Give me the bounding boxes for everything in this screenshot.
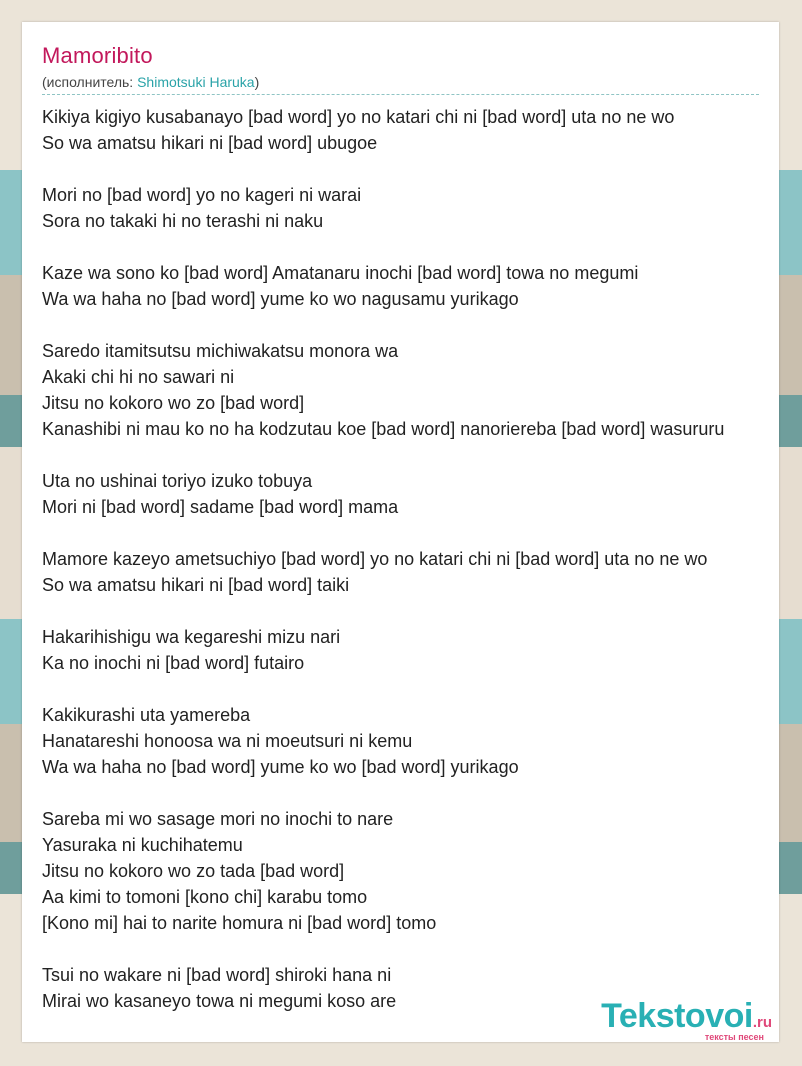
logo-domain: .ru [752,1014,772,1031]
lyrics-line: Mori no [bad word] yo no kageri ni warai [42,185,362,205]
lyrics-line: Uta no ushinai toriyo izuko tobuya [42,471,313,491]
song-title: Mamoribito [42,43,153,68]
lyrics-line: Aa kimi to tomoni [kono chi] karabu tomo [42,887,368,907]
lyrics-line: Hakarihishigu wa kegareshi mizu nari [42,627,341,647]
lyrics-line: Wa wa haha no [bad word] yume ko wo [bad word] yurikago [42,757,519,777]
lyrics-line: Sareba mi wo sasage mori no inochi to nare [42,809,394,829]
logo-wordmark: Tekstovoi [601,997,753,1035]
lyrics-line: Ka no inochi ni [bad word] futairo [42,653,305,673]
lyrics-stanza [42,104,779,156]
artist-prefix: (исполнитель: [42,74,138,90]
lyrics-line: Tsui no wakare ni [bad word] shiroki hana ni [42,965,392,985]
divider [42,94,759,95]
lyrics-stanza [42,624,779,676]
lyrics-line: Akaki chi hi no sawari ni [42,367,235,387]
lyrics-stanza [42,702,779,780]
lyrics-line: Jitsu no kokoro wo zo [bad word] [42,393,305,413]
lyrics-stanza [42,182,779,234]
lyrics-text [42,104,779,1014]
lyrics-line: Kakikurashi uta yamereba [42,705,251,725]
lyrics-line: Sora no takaki hi no terashi ni naku [42,211,324,231]
lyrics-line: So wa amatsu hikari ni [bad word] taiki [42,575,350,595]
lyrics-stanza [42,260,779,312]
lyrics-line: Saredo itamitsutsu michiwakatsu monora wa [42,341,399,361]
lyrics-line: Yasuraka ni kuchihatemu [42,835,243,855]
lyrics-line: [Kono mi] hai to narite homura ni [bad word] tomo [42,913,437,933]
lyrics-line: Wa wa haha no [bad word] yume ko wo nagusamu yurikago [42,289,519,309]
lyrics-line: Kaze wa sono ko [bad word] Amatanaru inochi [bad word] towa no megumi [42,263,639,283]
lyrics-card [22,22,779,1042]
lyrics-line: Kanashibi ni mau ko no ha kodzutau koe [bad word] nanoriereba [bad word] wasururu [42,419,725,439]
lyrics-line: Hanatareshi honoosa wa ni moeutsuri ni kemu [42,731,413,751]
lyrics-line: So wa amatsu hikari ni [bad word] ubugoe [42,133,378,153]
lyrics-line: Kikiya kigiyo kusabanayo [bad word] yo no katari chi ni [bad word] uta no ne wo [42,107,675,127]
lyrics-stanza [42,806,779,936]
lyrics-stanza [42,468,779,520]
lyrics-stanza [42,546,779,598]
artist-link[interactable]: Shimotsuki Haruka [137,74,255,90]
lyrics-line: Mori ni [bad word] sadame [bad word] mama [42,497,399,517]
lyrics-line: Mirai wo kasaneyo towa ni megumi koso are [42,991,397,1011]
artist-suffix: ) [254,74,260,90]
artist-line [42,74,259,90]
logo-tagline: тексты песен [704,1032,764,1042]
lyrics-stanza [42,338,779,442]
lyrics-line: Jitsu no kokoro wo zo tada [bad word] [42,861,345,881]
site-logo[interactable] [601,997,772,1042]
lyrics-line: Mamore kazeyo ametsuchiyo [bad word] yo no katari chi ni [bad word] uta no ne wo [42,549,708,569]
